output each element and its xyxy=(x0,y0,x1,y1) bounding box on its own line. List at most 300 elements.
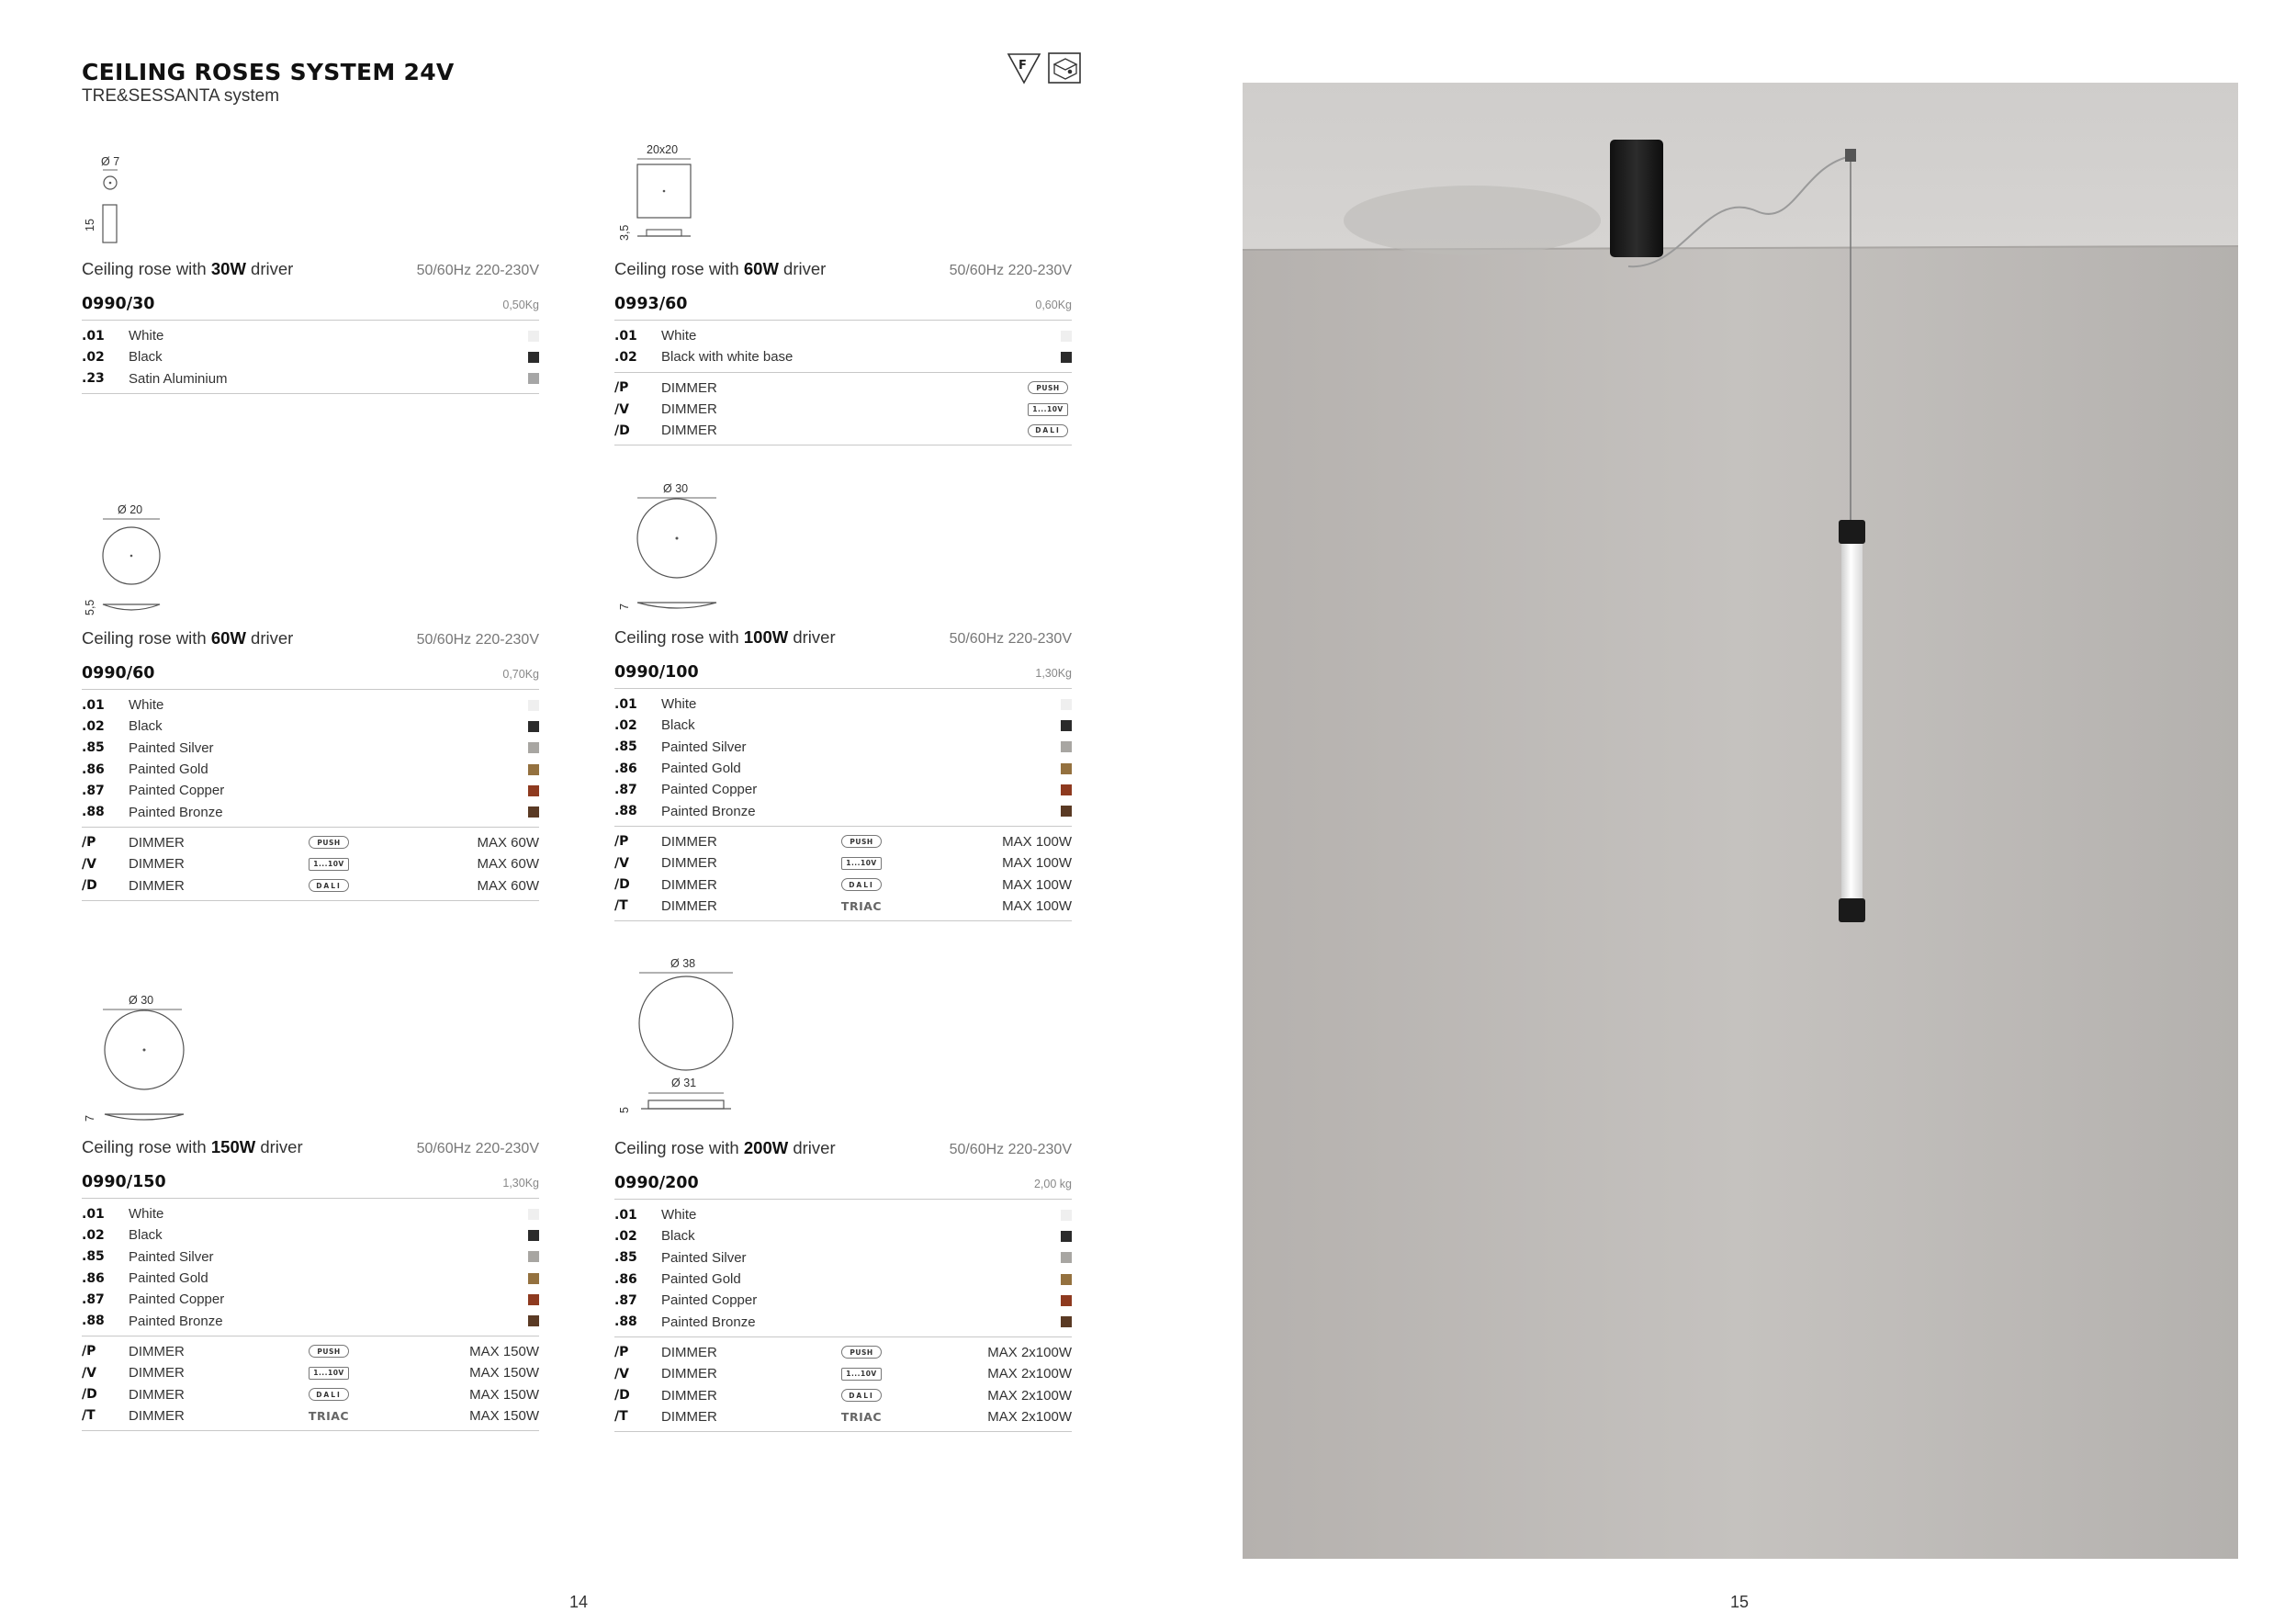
dimmer-code: /T xyxy=(614,898,628,914)
color-swatch xyxy=(528,1251,539,1262)
product-0990-30 xyxy=(82,259,539,394)
finish-row xyxy=(614,1247,1072,1269)
voltage: 50/60Hz 220-230V xyxy=(949,263,1072,278)
finish-code: .88 xyxy=(82,1314,105,1329)
finish-row xyxy=(614,1269,1072,1290)
finish-row xyxy=(614,737,1072,758)
color-swatch xyxy=(528,1230,539,1241)
color-swatch xyxy=(528,806,539,818)
push-badge-icon: PUSH xyxy=(309,836,349,849)
dim-label: Ø 30 xyxy=(663,482,689,495)
finish-name: Painted Gold xyxy=(129,1270,208,1287)
dimmer-name: DIMMER xyxy=(661,401,717,418)
page-number-left: 14 xyxy=(569,1593,589,1611)
finish-name: Black xyxy=(129,349,163,366)
dimmer-row xyxy=(614,874,1072,895)
product-code-row xyxy=(614,295,1072,321)
dimmer-row xyxy=(614,1384,1072,1405)
drawing-0990-200 xyxy=(613,955,742,1117)
dimmer-code: /V xyxy=(614,855,629,871)
product-code: 0990/30 xyxy=(82,295,155,313)
finish-name: Painted Gold xyxy=(661,1271,741,1288)
drawing-0990-30 xyxy=(79,152,152,248)
dimmer-name: DIMMER xyxy=(129,877,185,894)
dimmer-row xyxy=(614,1342,1072,1363)
color-swatch xyxy=(1061,352,1072,363)
dimmer-name: DIMMER xyxy=(661,1366,717,1382)
dimmer-row xyxy=(82,1362,539,1383)
finish-code: .01 xyxy=(82,328,105,344)
finish-code: .87 xyxy=(614,1292,637,1308)
dimmer-row xyxy=(614,831,1072,852)
dim-label: 7 xyxy=(84,1115,96,1122)
finish-row xyxy=(614,715,1072,736)
max-power: MAX 60W xyxy=(477,834,539,851)
finish-row xyxy=(82,716,539,737)
dimmer-name: DIMMER xyxy=(661,379,717,396)
finish-name: White xyxy=(129,328,164,344)
color-swatch xyxy=(1061,720,1072,731)
dimmer-name: DIMMER xyxy=(661,1408,717,1425)
dimmer-name: DIMMER xyxy=(661,876,717,893)
color-swatch xyxy=(528,785,539,796)
dimmer-row xyxy=(614,420,1072,441)
dimmer-row xyxy=(82,874,539,896)
finish-name: Painted Copper xyxy=(129,1291,225,1308)
finish-code: .02 xyxy=(82,718,105,734)
finish-name: Painted Silver xyxy=(661,1249,747,1266)
finish-row xyxy=(82,346,539,367)
page-number-right: 15 xyxy=(1730,1593,1750,1611)
dim-label: Ø 20 xyxy=(118,503,143,516)
dimmer-code: /T xyxy=(82,1408,96,1424)
dimmer-name: DIMMER xyxy=(661,855,717,872)
page-subtitle: TRE&SESSANTA system xyxy=(82,86,280,106)
dim-label: 5 xyxy=(618,1107,631,1113)
dim-label: Ø 7 xyxy=(101,155,120,168)
max-power: MAX 2x100W xyxy=(987,1366,1072,1382)
dimmer-name: DIMMER xyxy=(129,1386,185,1403)
dimmer-name: DIMMER xyxy=(129,834,185,851)
finish-name: Painted Bronze xyxy=(129,804,223,820)
product-0990-200 xyxy=(614,1138,1072,1432)
color-swatch xyxy=(1061,741,1072,752)
finish-code: .02 xyxy=(614,349,637,365)
dali-badge-icon: DALI xyxy=(841,1389,882,1402)
finish-code: .85 xyxy=(82,740,105,756)
dimmer-code: /V xyxy=(82,1365,96,1381)
dimmer-row xyxy=(614,1363,1072,1384)
finish-name: Painted Bronze xyxy=(661,803,756,819)
product-code: 0990/150 xyxy=(82,1173,166,1191)
finish-name: Painted Gold xyxy=(661,761,741,777)
product-description xyxy=(614,1138,836,1158)
dimmer-row xyxy=(614,378,1072,399)
dimmer-code: /D xyxy=(82,1387,97,1403)
dimmer-name: DIMMER xyxy=(129,1343,185,1359)
dali-badge-icon: DALI xyxy=(841,878,882,891)
finish-row xyxy=(82,801,539,822)
desc-prefix: Ceiling rose with xyxy=(82,1137,211,1156)
color-swatch xyxy=(1061,699,1072,710)
dimmer-code: /T xyxy=(614,1409,628,1425)
finish-row xyxy=(614,1225,1072,1246)
desc-suffix: driver xyxy=(245,259,294,278)
max-power: MAX 150W xyxy=(469,1365,539,1382)
finish-name: Black xyxy=(661,1228,695,1245)
dimmer-code: /V xyxy=(82,856,96,872)
finish-row xyxy=(614,1204,1072,1225)
dimmer-row xyxy=(614,896,1072,917)
dimmer-list xyxy=(614,827,1072,921)
furniture-mount-icon xyxy=(1049,53,1080,83)
desc-prefix: Ceiling rose with xyxy=(82,259,211,278)
max-power: MAX 100W xyxy=(1002,855,1072,872)
dimmer-name: DIMMER xyxy=(661,1387,717,1404)
dimmer-list xyxy=(82,1336,539,1431)
product-code: 0993/60 xyxy=(614,295,688,313)
max-power: MAX 60W xyxy=(477,877,539,894)
drawing-0993-60 xyxy=(613,141,715,242)
product-description xyxy=(82,628,293,648)
finish-name: Painted Gold xyxy=(129,761,208,778)
dimmer-row xyxy=(82,1383,539,1404)
v110-badge-icon: 1...10V xyxy=(1028,403,1068,416)
finish-code: .01 xyxy=(82,1206,105,1222)
finish-name: White xyxy=(661,696,697,713)
wattage: 60W xyxy=(743,259,779,278)
max-power: MAX 2x100W xyxy=(987,1344,1072,1360)
product-header xyxy=(82,628,539,652)
color-swatch xyxy=(1061,1295,1072,1306)
product-weight: 0,60Kg xyxy=(1035,299,1072,311)
finish-code: .23 xyxy=(82,371,105,387)
dim-label: Ø 38 xyxy=(670,957,696,970)
product-0993-60 xyxy=(614,259,1072,445)
finish-row xyxy=(614,758,1072,779)
f-mark-icon xyxy=(1008,54,1040,83)
product-code: 0990/200 xyxy=(614,1174,699,1192)
finish-name: Painted Silver xyxy=(661,739,747,755)
wattage: 60W xyxy=(210,628,246,648)
dimmer-name: DIMMER xyxy=(661,833,717,850)
voltage: 50/60Hz 220-230V xyxy=(416,632,539,648)
max-power: MAX 150W xyxy=(469,1386,539,1403)
finish-row xyxy=(614,800,1072,821)
dim-label: Ø 31 xyxy=(671,1077,697,1089)
dimmer-name: DIMMER xyxy=(661,423,717,439)
dim-label: 5,5 xyxy=(84,599,96,615)
finish-code: .87 xyxy=(614,782,637,797)
color-swatch xyxy=(1061,784,1072,795)
finish-name: Satin Aluminium xyxy=(129,370,228,387)
push-badge-icon: PUSH xyxy=(309,1345,349,1358)
finish-name: Painted Copper xyxy=(661,782,758,798)
max-power: MAX 2x100W xyxy=(987,1387,1072,1404)
dimmer-code: /P xyxy=(82,1344,96,1359)
desc-suffix: driver xyxy=(788,1138,836,1157)
color-swatch xyxy=(528,721,539,732)
product-weight: 0,50Kg xyxy=(502,299,539,311)
dimmer-code: /D xyxy=(82,878,97,894)
color-swatch xyxy=(1061,1316,1072,1327)
dimmer-name: DIMMER xyxy=(129,1365,185,1382)
color-swatch xyxy=(1061,1231,1072,1242)
product-0990-100 xyxy=(614,627,1072,921)
dimmer-list xyxy=(614,373,1072,446)
product-description xyxy=(614,259,826,279)
product-code-row xyxy=(614,663,1072,689)
triac-badge-icon: TRIAC xyxy=(840,1409,883,1424)
finish-code: .85 xyxy=(614,1250,637,1266)
finish-row xyxy=(614,325,1072,346)
color-swatch xyxy=(1061,1252,1072,1263)
dimmer-code: /P xyxy=(82,835,96,851)
finish-code: .01 xyxy=(614,1207,637,1223)
dimmer-code: /V xyxy=(614,401,629,417)
finish-name: White xyxy=(661,1207,697,1224)
voltage: 50/60Hz 220-230V xyxy=(416,263,539,278)
finish-name: Painted Bronze xyxy=(129,1313,223,1329)
desc-suffix: driver xyxy=(245,628,294,648)
dim-label: 20x20 xyxy=(647,143,679,156)
triac-badge-icon: TRIAC xyxy=(308,1408,350,1423)
finish-name: Painted Copper xyxy=(129,783,225,799)
push-badge-icon: PUSH xyxy=(841,1346,882,1359)
dali-badge-icon: DALI xyxy=(309,879,349,892)
wattage: 200W xyxy=(743,1138,789,1157)
product-0990-60 xyxy=(82,628,539,901)
finish-name: Painted Bronze xyxy=(661,1314,756,1330)
dimmer-name: DIMMER xyxy=(129,1407,185,1424)
product-weight: 2,00 kg xyxy=(1033,1178,1072,1190)
finish-row xyxy=(614,346,1072,367)
finish-row xyxy=(614,1290,1072,1311)
product-header xyxy=(82,259,539,283)
product-header xyxy=(614,259,1072,283)
finish-code: .86 xyxy=(614,1271,637,1287)
certification-icons xyxy=(1007,51,1082,85)
desc-suffix: driver xyxy=(255,1137,303,1156)
finish-code: .87 xyxy=(82,783,105,798)
push-badge-icon: PUSH xyxy=(1028,381,1068,394)
finish-name: Black xyxy=(661,717,695,734)
finish-name: Black with white base xyxy=(661,349,793,366)
dali-badge-icon: DALI xyxy=(1028,424,1068,437)
dimmer-row xyxy=(82,1405,539,1427)
color-swatch xyxy=(528,373,539,384)
finish-row xyxy=(82,1246,539,1268)
finish-list xyxy=(614,321,1072,373)
finish-code: .85 xyxy=(82,1249,105,1265)
finish-row xyxy=(82,694,539,716)
finish-name: Painted Silver xyxy=(129,1248,214,1265)
dim-label: 3,5 xyxy=(618,224,631,241)
dimmer-row xyxy=(614,1406,1072,1427)
wattage: 100W xyxy=(743,627,789,647)
desc-prefix: Ceiling rose with xyxy=(614,259,744,278)
dimmer-code: /D xyxy=(614,423,630,438)
dimmer-list xyxy=(82,828,539,901)
desc-suffix: driver xyxy=(778,259,827,278)
dimmer-list xyxy=(614,1337,1072,1432)
finish-list xyxy=(82,1199,539,1336)
product-weight: 1,30Kg xyxy=(1035,667,1072,680)
triac-badge-icon: TRIAC xyxy=(840,898,883,913)
dimmer-row xyxy=(82,832,539,853)
pendant-tube-shape xyxy=(1841,544,1863,900)
dim-label: Ø 30 xyxy=(129,994,154,1007)
finish-row xyxy=(82,1224,539,1246)
product-0990-150 xyxy=(82,1137,539,1431)
finish-code: .86 xyxy=(614,761,637,776)
finish-name: White xyxy=(129,697,164,714)
color-swatch xyxy=(528,331,539,342)
finish-row xyxy=(82,780,539,801)
finish-code: .02 xyxy=(82,349,105,365)
max-power: MAX 150W xyxy=(469,1343,539,1359)
drawing-0990-150 xyxy=(79,991,198,1127)
dimmer-name: DIMMER xyxy=(661,1344,717,1360)
desc-prefix: Ceiling rose with xyxy=(82,628,211,648)
dimmer-row xyxy=(82,1341,539,1362)
finish-code: .88 xyxy=(614,804,637,819)
dim-label: 15 xyxy=(84,219,96,231)
dimmer-code: /D xyxy=(614,877,630,893)
voltage: 50/60Hz 220-230V xyxy=(416,1141,539,1156)
color-swatch xyxy=(528,700,539,711)
finish-code: .02 xyxy=(614,717,637,733)
finish-row xyxy=(82,738,539,759)
finish-code: .86 xyxy=(82,1270,105,1286)
product-code-row xyxy=(82,664,539,690)
v110-badge-icon: 1...10V xyxy=(841,1368,882,1381)
max-power: MAX 150W xyxy=(469,1407,539,1424)
dimmer-name: DIMMER xyxy=(661,897,717,914)
finish-code: .86 xyxy=(82,761,105,777)
finish-row xyxy=(82,325,539,346)
max-power: MAX 60W xyxy=(477,856,539,873)
dimmer-code: /V xyxy=(614,1366,629,1382)
desc-prefix: Ceiling rose with xyxy=(614,1138,744,1157)
svg-text:F: F xyxy=(1019,59,1027,73)
finish-row xyxy=(82,759,539,780)
product-header xyxy=(614,627,1072,651)
finish-row xyxy=(82,1310,539,1331)
product-header xyxy=(614,1138,1072,1162)
desc-suffix: driver xyxy=(788,627,836,647)
dimmer-code: /P xyxy=(614,1345,629,1360)
product-description xyxy=(614,627,836,648)
page-title: CEILING ROSES SYSTEM 24V xyxy=(82,59,455,85)
finish-name: Painted Copper xyxy=(661,1292,758,1309)
dimmer-row xyxy=(614,399,1072,420)
color-swatch xyxy=(528,742,539,753)
finish-code: .88 xyxy=(614,1314,637,1330)
finish-row xyxy=(614,1311,1072,1332)
finish-row xyxy=(614,779,1072,800)
color-swatch xyxy=(1061,1210,1072,1221)
finish-name: White xyxy=(661,328,697,344)
finish-code: .01 xyxy=(614,696,637,712)
dimmer-code: /P xyxy=(614,834,629,850)
dali-badge-icon: DALI xyxy=(309,1388,349,1401)
v110-badge-icon: 1...10V xyxy=(841,857,882,870)
color-swatch xyxy=(528,1273,539,1284)
finish-name: Black xyxy=(129,1227,163,1244)
color-swatch xyxy=(528,1209,539,1220)
dimmer-row xyxy=(82,853,539,874)
product-code-row xyxy=(82,1173,539,1199)
ceiling-rose-shape xyxy=(1610,140,1663,257)
finish-list xyxy=(82,690,539,828)
wattage: 30W xyxy=(210,259,246,278)
dimmer-code: /P xyxy=(614,380,629,396)
color-swatch xyxy=(528,764,539,775)
drawing-0990-60 xyxy=(79,502,180,616)
color-swatch xyxy=(1061,331,1072,342)
product-code-row xyxy=(82,295,539,321)
color-swatch xyxy=(1061,806,1072,817)
drawing-0990-100 xyxy=(613,479,733,615)
product-description xyxy=(82,1137,303,1157)
finish-name: Painted Silver xyxy=(129,739,214,756)
product-header xyxy=(82,1137,539,1161)
max-power: MAX 2x100W xyxy=(987,1408,1072,1425)
max-power: MAX 100W xyxy=(1002,833,1072,850)
color-swatch xyxy=(528,1315,539,1326)
finish-row xyxy=(82,1268,539,1289)
finish-code: .01 xyxy=(614,328,637,344)
color-swatch xyxy=(1061,1274,1072,1285)
desc-prefix: Ceiling rose with xyxy=(614,627,744,647)
voltage: 50/60Hz 220-230V xyxy=(949,1142,1072,1157)
dimmer-name: DIMMER xyxy=(129,856,185,873)
max-power: MAX 100W xyxy=(1002,897,1072,914)
color-swatch xyxy=(1061,763,1072,774)
product-description xyxy=(82,259,293,279)
finish-row xyxy=(82,368,539,389)
finish-list xyxy=(82,321,539,394)
product-code: 0990/100 xyxy=(614,663,699,682)
v110-badge-icon: 1...10V xyxy=(309,858,349,871)
product-weight: 1,30Kg xyxy=(502,1177,539,1190)
product-weight: 0,70Kg xyxy=(502,668,539,681)
product-photo xyxy=(1243,83,2238,1559)
finish-code: .87 xyxy=(82,1291,105,1307)
finish-row xyxy=(614,694,1072,715)
voltage: 50/60Hz 220-230V xyxy=(949,631,1072,647)
wattage: 150W xyxy=(210,1137,256,1156)
finish-code: .85 xyxy=(614,739,637,755)
dim-label: 7 xyxy=(618,603,631,610)
finish-code: .88 xyxy=(82,805,105,820)
product-code: 0990/60 xyxy=(82,664,155,682)
finish-row xyxy=(82,1289,539,1310)
finish-list xyxy=(614,689,1072,827)
finish-name: Black xyxy=(129,718,163,735)
finish-code: .02 xyxy=(614,1228,637,1244)
color-swatch xyxy=(528,1294,539,1305)
finish-code: .01 xyxy=(82,697,105,713)
color-swatch xyxy=(528,352,539,363)
dimmer-code: /D xyxy=(614,1388,630,1404)
finish-name: White xyxy=(129,1206,164,1223)
push-badge-icon: PUSH xyxy=(841,835,882,848)
dimmer-row xyxy=(614,852,1072,874)
finish-row xyxy=(82,1203,539,1224)
v110-badge-icon: 1...10V xyxy=(309,1367,349,1380)
